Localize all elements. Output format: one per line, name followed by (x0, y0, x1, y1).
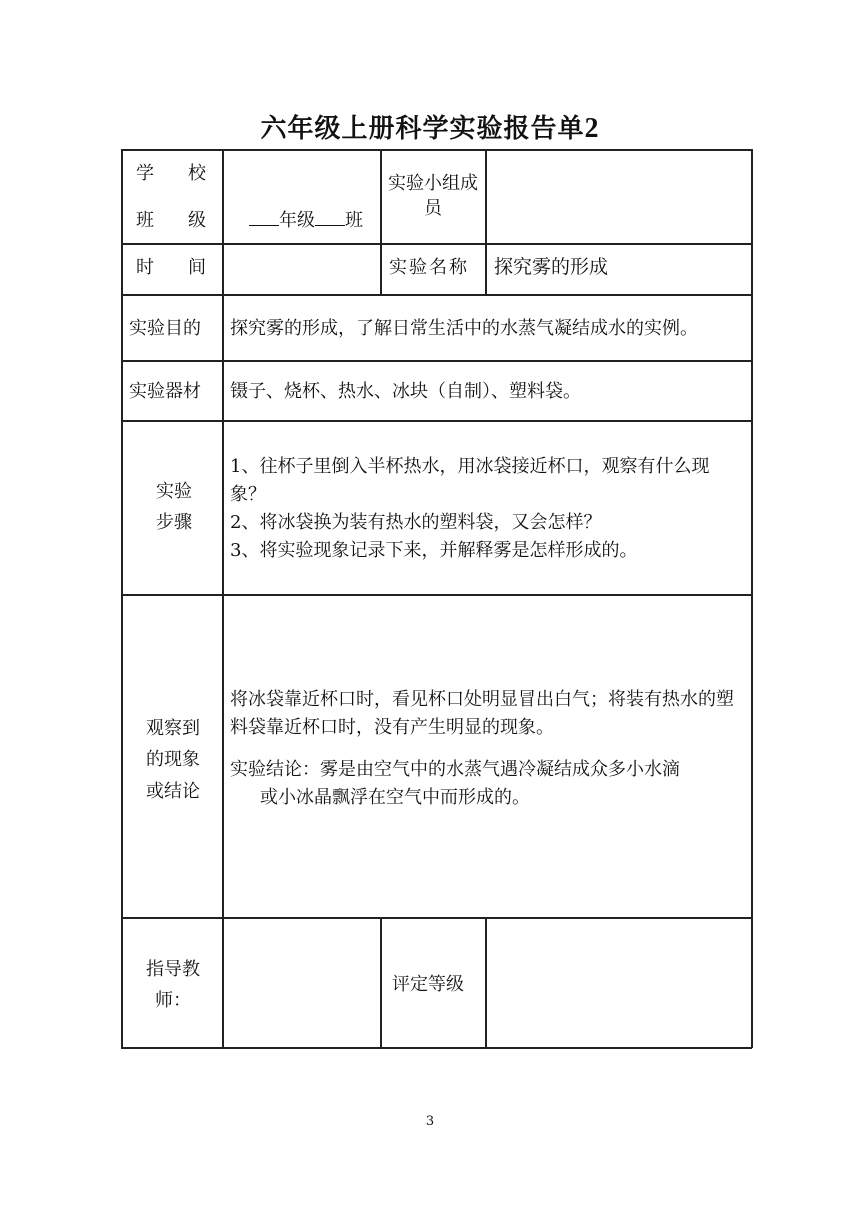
step-item: 3、将实验现象记录下来，并解释雾是怎样形成的。 (230, 539, 638, 561)
steps-label: 实验步骤 (156, 481, 192, 533)
group-members-field[interactable] (487, 150, 751, 243)
teacher-field[interactable] (224, 919, 380, 1047)
observation-paragraph: 将冰袋靠近杯口时，看见杯口处明显冒出白气；将装有热水的塑料袋靠近杯口时，没有产生明显的现象。 (230, 689, 734, 738)
observation-text (230, 686, 746, 812)
time-label: 时 间 (136, 257, 206, 278)
experiment-name-value: 探究雾的形成 (494, 256, 609, 278)
conclusion-line-1: 实验结论：雾是由空气中的水蒸气遇冷凝结成众多小水滴 (230, 758, 680, 780)
step-item: 2、将冰袋换为装有热水的塑料袋，又会怎样？ (230, 511, 602, 533)
group-members-label: 实验小组成员 (388, 173, 478, 219)
step-item: 1、往杯子里倒入半杯热水，用冰袋接近杯口，观察有什么现象？ (230, 456, 710, 505)
page-number: 3 (425, 1114, 435, 1129)
experiment-name-label: 实验名称 (389, 257, 469, 278)
grade-eval-label: 评定等级 (392, 974, 464, 995)
purpose-value: 探究雾的形成，了解日常生活中的水蒸气凝结成水的实例。 (230, 318, 698, 339)
class-label: 班 级 (136, 210, 206, 231)
purpose-label: 实验目的 (129, 318, 201, 339)
materials-value: 镊子、烧杯、热水、冰块（自制）、塑料袋。 (230, 381, 581, 402)
time-field[interactable] (224, 245, 380, 294)
steps-list (230, 453, 744, 565)
materials-label: 实验器材 (129, 381, 201, 402)
page-title: 六年级上册科学实验报告单2 (260, 113, 600, 144)
teacher-label: 指导教师： (146, 959, 200, 1011)
school-label: 学 校 (136, 163, 206, 184)
grade-eval-field[interactable] (487, 919, 751, 1047)
observation-label: 观察到的现象或结论 (146, 717, 200, 802)
grade-class-blank[interactable]: 年级 班 (249, 207, 379, 235)
class-blank[interactable] (315, 207, 345, 226)
conclusion-line-2: 或小冰晶飘浮在空气中而形成的。 (260, 786, 530, 808)
grade-blank[interactable] (249, 207, 279, 226)
